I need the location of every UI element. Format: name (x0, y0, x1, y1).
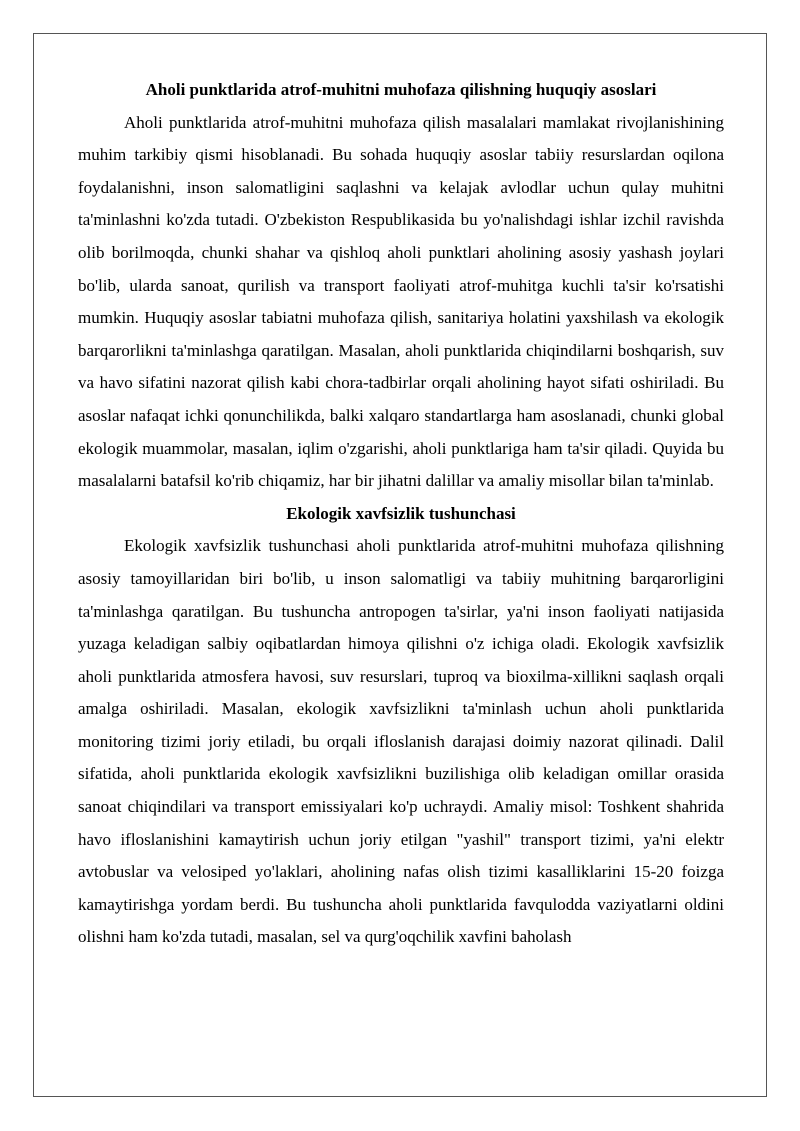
section-heading: Ekologik xavfsizlik tushunchasi (286, 503, 516, 523)
intro-paragraph: Aholi punktlarida atrof-muhitni muhofaza qilish masalalari mamlakat rivojlanishining muhim tarkibiy qismi hisoblanadi. Bu sohada huquqiy asoslar tabiiy resurslardan oqilona foydalanishni, inson salomatligini saqlashni va kelajak avlodlar uchun qulay muhitni ta'minlashni ko'zda tutadi. O'zbekiston Respublikasida bu yo'nalishdagi ishlar izchil ravishda olib borilmoqda, chunki shahar va qishloq aholi punktlari aholining asosiy yashash joylari bo'lib, ularda sanoat, qurilish va transport faoliyati atrof-muhitga kuchli ta'sir ko'rsatishi mumkin. Huquqiy asoslar tabiatni muhofaza qilish, sanitariya holatini yaxshilash va ekologik barqarorlikni ta'minlashga qaratilgan. Masalan, aholi punktlarida chiqindilarni boshqarish, suv va havo sifatini nazorat qilish kabi chora-tadbirlar orqali aholining hayot sifati oshiriladi. Bu asoslar nafaqat ichki qonunchilikda, balki xalqaro standartlarga ham asoslanadi, chunki global ekologik muammolar, masalan, iqlim o'zgarishi, aholi punktlariga ham ta'sir qiladi. Quyida bu masalalarni batafsil ko'rib chiqamiz, har bir jihatni dalillar va amaliy misollar bilan ta'minlab. (78, 112, 724, 491)
document-body (78, 74, 724, 954)
section-paragraph: Ekologik xavfsizlik tushunchasi aholi punktlarida atrof-muhitni muhofaza qilishning asosiy tamoyillaridan biri bo'lib, u inson salomatligi va tabiiy muhitning barqarorligini ta'minlashga qaratilgan. Bu tushuncha antropogen ta'sirlar, ya'ni inson faoliyati natijasida yuzaga keladigan salbiy oqibatlardan himoya qilishni o'z ichiga oladi. Ekologik xavfsizlik aholi punktlarida atmosfera havosi, suv resurslari, tuproq va bioxilma-xillikni saqlash orqali amalga oshiriladi. Masalan, ekologik xavfsizlikni ta'minlash uchun aholi punktlarida monitoring tizimi joriy etiladi, bu orqali ifloslanish darajasi doimiy nazorat qilinadi. Dalil sifatida, aholi punktlarida ekologik xavfsizlikni buzilishiga olib keladigan omillar orasida sanoat chiqindilari va transport emissiyalari ko'p uchraydi. Amaliy misol: Toshkent shahrida havo ifloslanishini kamaytirish uchun joriy etilgan "yashil" transport tizimi, ya'ni elektr avtobuslar va velosiped yo'laklari, aholining nafas olish tizimi kasalliklarini 15-20 foizga kamaytirishga yordam berdi. Bu tushuncha aholi punktlarida favqulodda vaziyatlarni oldini olishni ham ko'zda tutadi, masalan, sel va qurg'oqchilik xavfini baholash (78, 536, 724, 947)
document-title: Aholi punktlarida atrof-muhitni muhofaza qilishning huquqiy asoslari (145, 80, 657, 99)
